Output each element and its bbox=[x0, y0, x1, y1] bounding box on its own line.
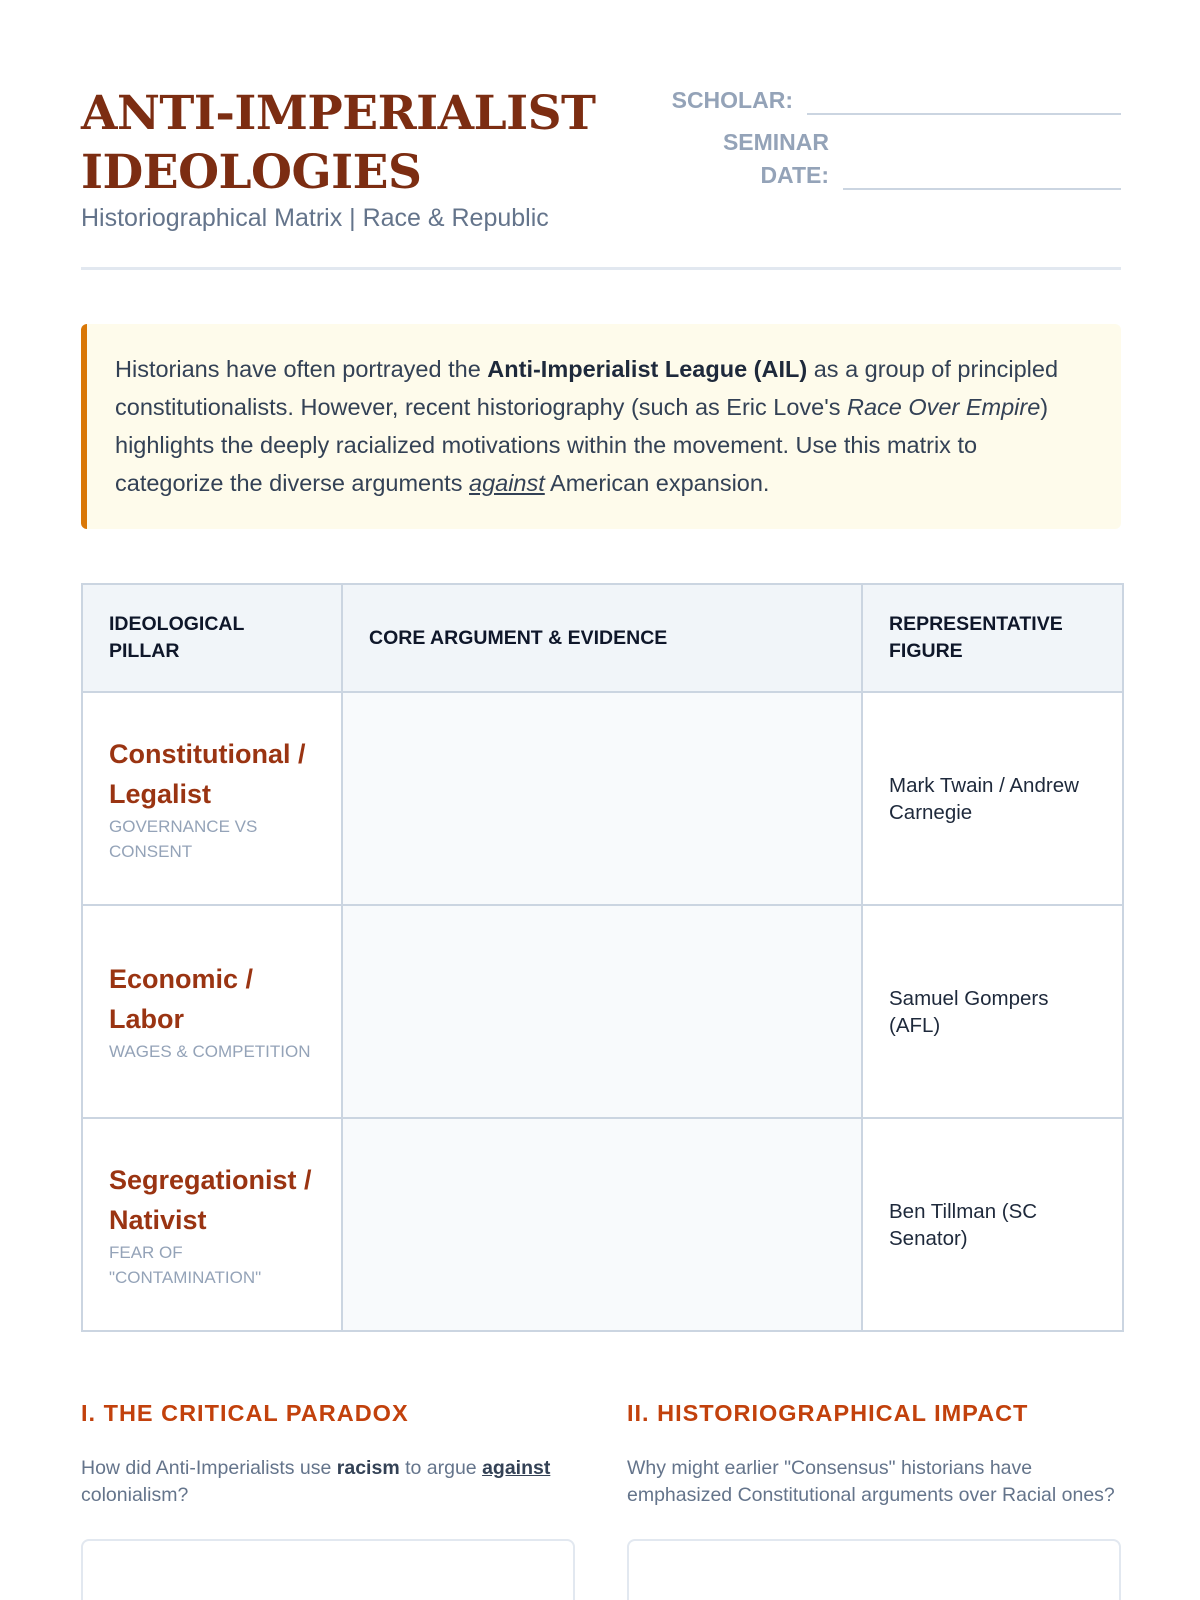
pillar-cell bbox=[82, 692, 342, 905]
figure-cell bbox=[862, 692, 1123, 905]
evidence-input-cell[interactable] bbox=[342, 905, 862, 1118]
scholar-label: SCHOLAR: bbox=[671, 87, 793, 113]
intro-text-3: ) highlights the deeply racialized motivations within the movement. Use this matrix to categorize the diverse arguments bbox=[115, 394, 1049, 496]
matrix-header-row bbox=[82, 584, 1123, 692]
critical-paradox-section bbox=[81, 1398, 575, 1600]
intro-text-4: American expansion. bbox=[544, 470, 770, 496]
section-question bbox=[81, 1455, 575, 1509]
worksheet-header bbox=[81, 84, 1121, 270]
ideology-matrix bbox=[81, 583, 1124, 1332]
section-heading: I. THE CRITICAL PARADOX bbox=[81, 1400, 409, 1426]
pillar-cell bbox=[82, 905, 342, 1118]
scholar-input-line[interactable] bbox=[807, 113, 1121, 115]
table-row bbox=[82, 905, 1123, 1118]
pillar-cell bbox=[82, 1118, 342, 1331]
section-heading: II. HISTORIOGRAPHICAL IMPACT bbox=[627, 1400, 1029, 1426]
question-bold-term: racism bbox=[336, 1457, 400, 1479]
seminar-date-label: SEMINAR DATE: bbox=[722, 129, 829, 188]
evidence-input-cell[interactable] bbox=[342, 692, 862, 905]
intro-text-1: Historians have often portrayed the bbox=[115, 356, 488, 382]
representative-figure: Samuel Gompers (AFL) bbox=[889, 986, 1049, 1037]
pillar-tag: GOVERNANCE VS CONSENT bbox=[109, 816, 258, 861]
evidence-input-cell[interactable] bbox=[342, 1118, 862, 1331]
figure-cell bbox=[862, 905, 1123, 1118]
table-row bbox=[82, 692, 1123, 905]
question-text-1: How did Anti-Imperialists use bbox=[81, 1457, 337, 1479]
answer-box[interactable] bbox=[81, 1539, 575, 1600]
pillar-name: Economic / Labor bbox=[109, 964, 254, 1034]
pillar-tag: WAGES & COMPETITION bbox=[109, 1042, 311, 1061]
scholar-field-row bbox=[666, 84, 1121, 117]
header-ideological-pillar: IDEOLOGICAL PILLAR bbox=[82, 584, 342, 692]
pillar-name: Segregationist / Nativist bbox=[109, 1164, 312, 1235]
intro-text-2: as a group of principled constitutionalists. However, recent historiography (such as Eric Love's bbox=[115, 356, 1059, 420]
pillar-name: Constitutional / Legalist bbox=[109, 738, 306, 809]
seminar-date-input-line[interactable] bbox=[843, 188, 1121, 190]
intro-bold-term: Anti-Imperialist League (AIL) bbox=[487, 356, 808, 382]
section-question: Why might earlier "Consensus" historians have emphasized Constitutional arguments over Racial ones? bbox=[627, 1457, 1115, 1506]
question-emphasis: against bbox=[482, 1457, 551, 1479]
historiographical-impact-section bbox=[627, 1398, 1121, 1600]
representative-figure: Ben Tillman (SC Senator) bbox=[889, 1199, 1038, 1250]
page-title: ANTI-IMPERIALIST IDEOLOGIES bbox=[81, 86, 596, 200]
question-text-2: to argue bbox=[399, 1457, 483, 1479]
question-text-3: colonialism? bbox=[81, 1484, 189, 1506]
header-core-argument: CORE ARGUMENT & EVIDENCE bbox=[342, 584, 862, 692]
header-representative-figure: REPRESENTATIVE FIGURE bbox=[862, 584, 1123, 692]
representative-figure: Mark Twain / Andrew Carnegie bbox=[889, 773, 1079, 824]
table-row bbox=[82, 1118, 1123, 1331]
figure-cell bbox=[862, 1118, 1123, 1331]
date-field-row bbox=[666, 126, 1121, 192]
intro-callout bbox=[81, 324, 1121, 529]
intro-emphasis: against bbox=[469, 470, 545, 496]
answer-box[interactable] bbox=[627, 1539, 1121, 1600]
intro-book-title: Race Over Empire bbox=[847, 394, 1041, 420]
pillar-tag: FEAR OF "CONTAMINATION" bbox=[109, 1242, 262, 1287]
page-subtitle: Historiographical Matrix | Race & Republic bbox=[81, 204, 549, 232]
